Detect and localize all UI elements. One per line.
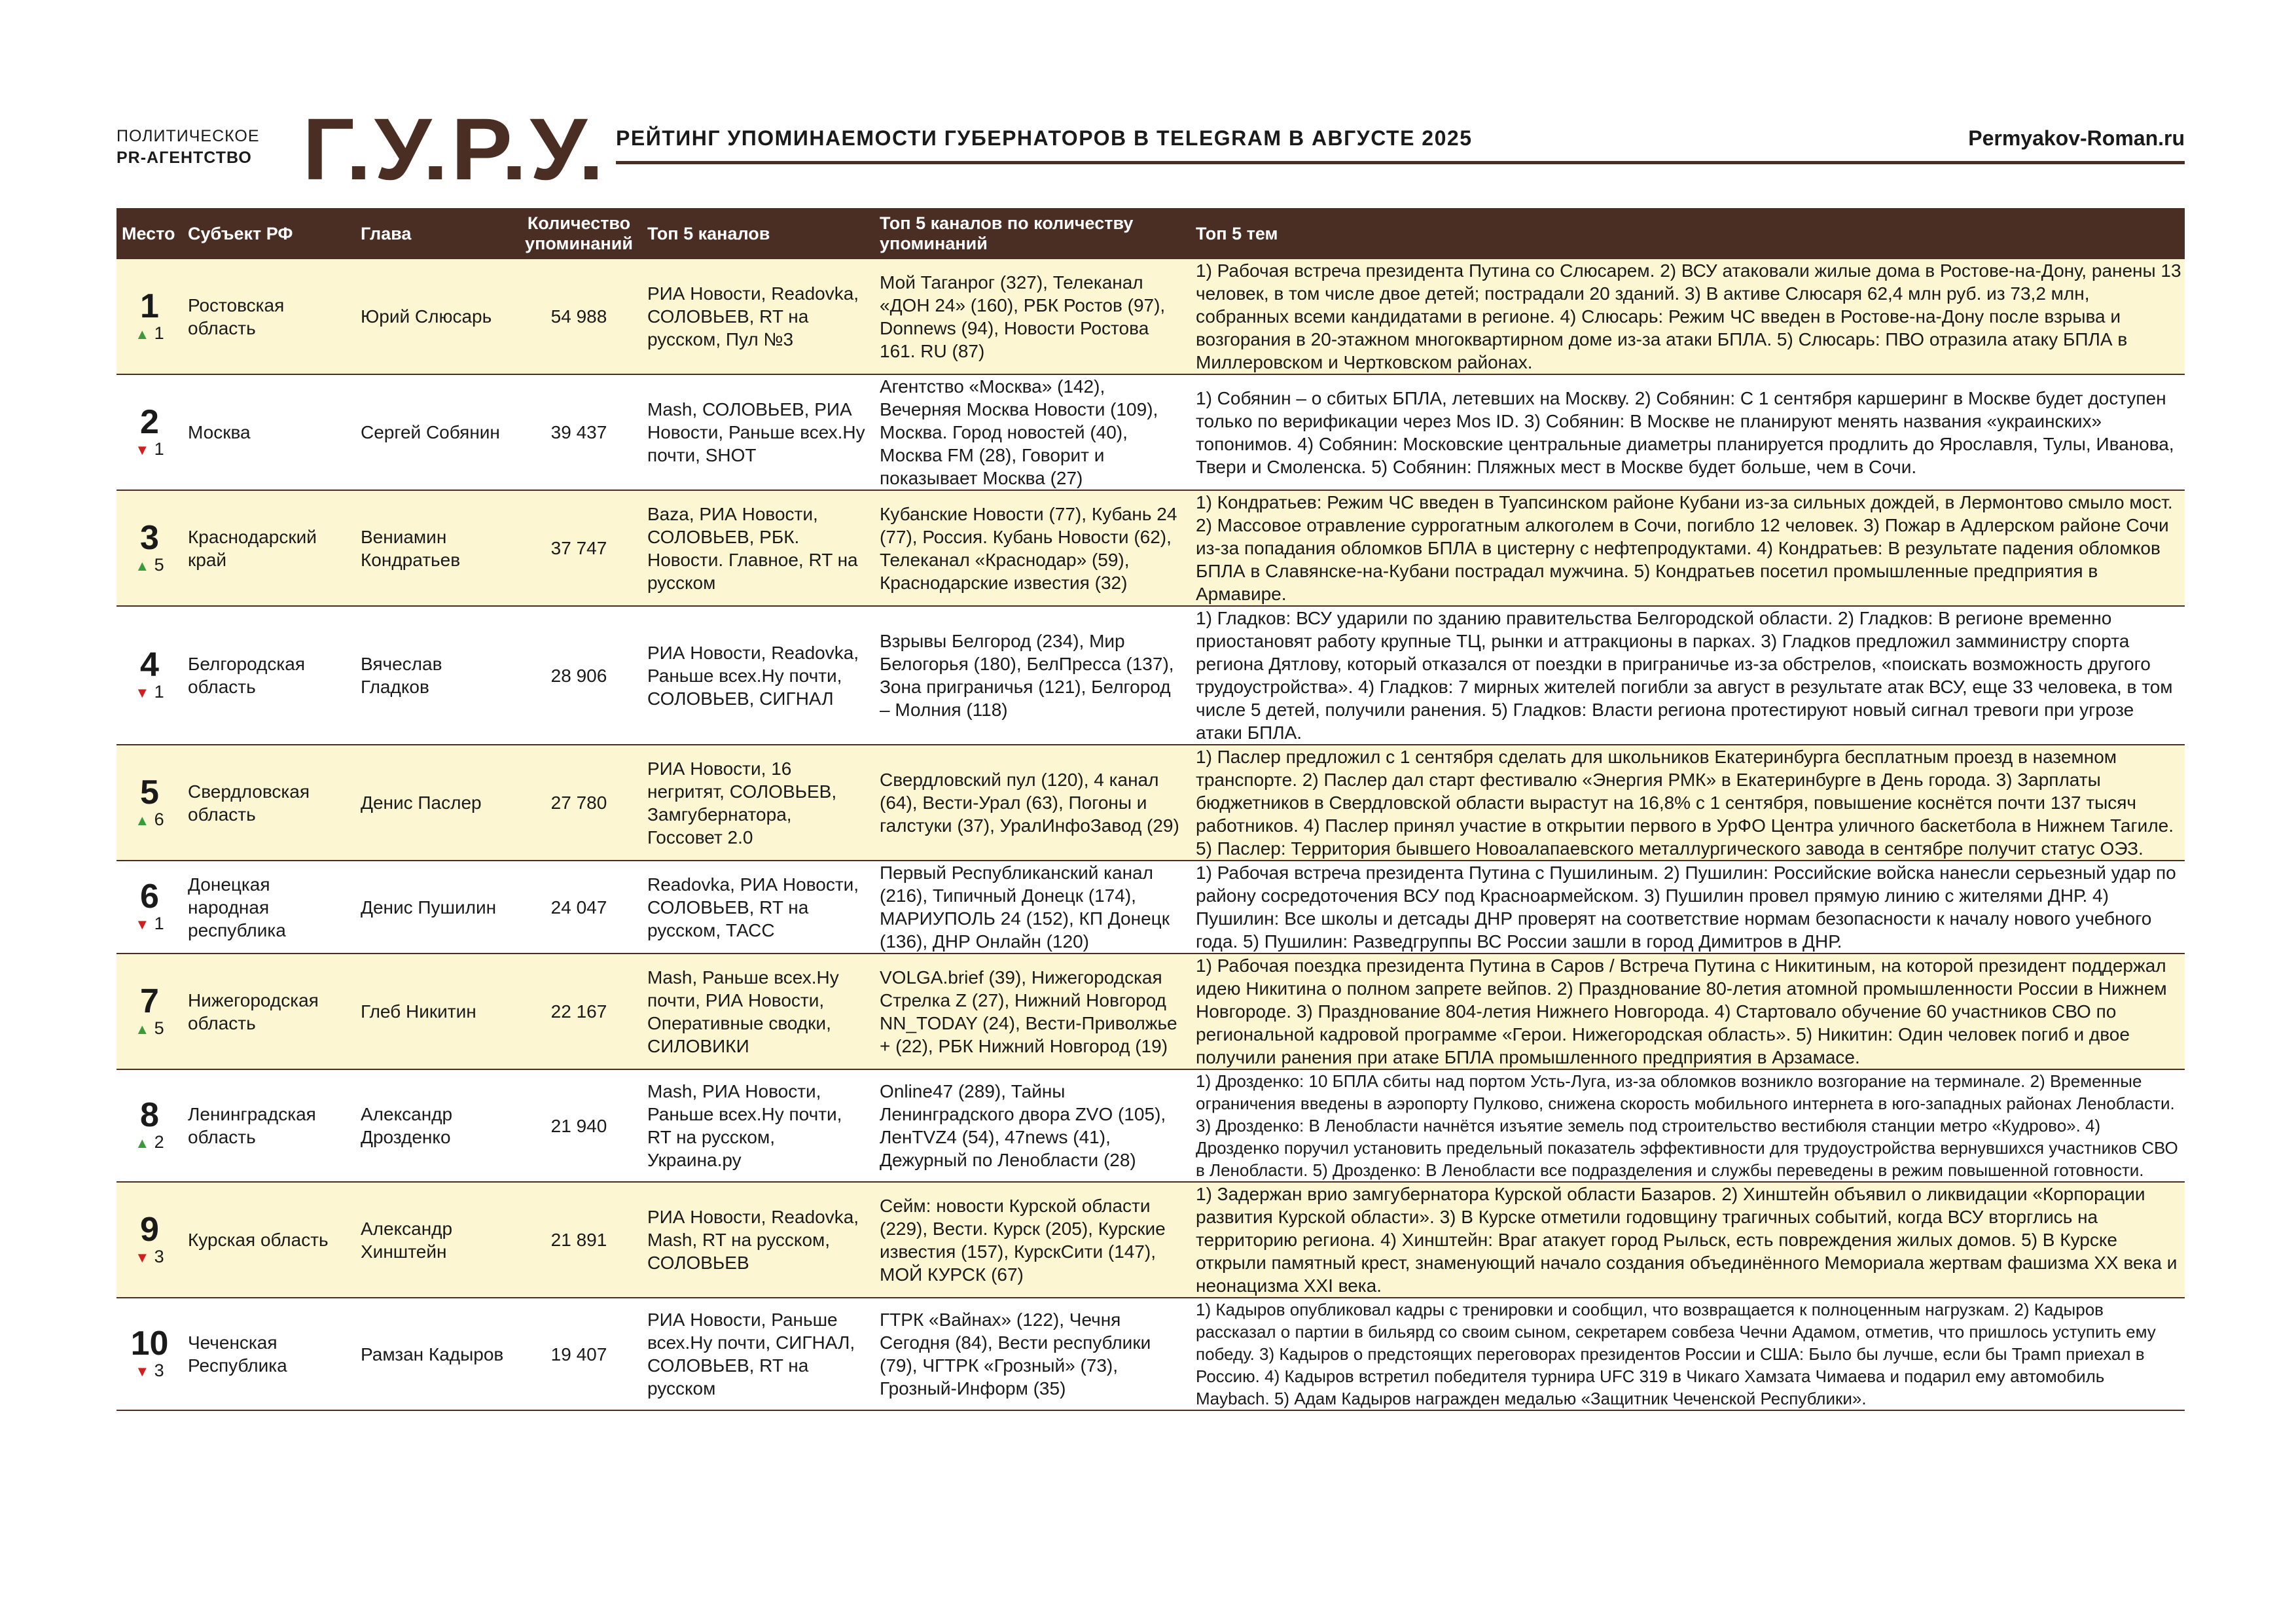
subject-cell: Донецкая народная республика — [183, 861, 355, 954]
table-row — [117, 374, 2185, 490]
count-cell: 24 047 — [516, 861, 642, 954]
table-row — [117, 1069, 2185, 1182]
place-number: 10 — [130, 1325, 169, 1363]
channels-cell: РИА Новости, Readovka, Mash, RT на русском, СОЛОВЬЕВ — [642, 1182, 874, 1298]
rank-change-value: 3 — [154, 1361, 164, 1380]
head-cell: Глеб Никитин — [355, 954, 516, 1069]
topics-cell: 1) Задержан врио замгубернатора Курской области Базаров. 2) Хинштейн объявил о ликвидации «Корпорации развития Курской области». 3) В Курске отметили годовщину трагичных событий, когда ВСУ вторглись на территорию региона. 4) Хинштейн: Враг атакует город Рыльск, есть повреждения жилых домов. 5) В Курске открыли памятный крест, знаменующий начало создания объединённого Мемориала жертвам фашизма XX века и неонацизма XXI века. — [1191, 1182, 2185, 1298]
rank-change-value: 1 — [154, 682, 164, 702]
rank-change-value: 1 — [154, 323, 164, 343]
channels-by-count-cell: Первый Республиканский канал (216), Типичный Донецк (174), МАРИУПОЛЬ 24 (152), КП Донецк (136), ДНР Онлайн (120) — [874, 861, 1191, 954]
rank-change-value: 3 — [154, 1246, 164, 1266]
subject-cell: Белгородская область — [183, 606, 355, 745]
rank-change-value: 1 — [154, 438, 164, 459]
rank-change — [122, 682, 177, 703]
table-row — [117, 490, 2185, 606]
head-cell: Юрий Слюсарь — [355, 259, 516, 374]
table-row — [117, 1298, 2185, 1410]
agency-line-1: ПОЛИТИЧЕСКОЕ — [117, 127, 260, 145]
head-cell: Денис Паслер — [355, 745, 516, 861]
place-number: 8 — [140, 1096, 159, 1134]
rank-change — [122, 555, 177, 576]
col-head: Глава — [355, 208, 516, 259]
place-cell — [117, 259, 183, 374]
place-cell — [117, 1298, 183, 1410]
channels-cell: РИА Новости, Readovka, Раньше всех.Ну почти, СОЛОВЬЕВ, СИГНАЛ — [642, 606, 874, 745]
channels-by-count-cell: Мой Таганрог (327), Телеканал «ДОН 24» (160), РБК Ростов (97), Donnews (94), Новости Ростова 161. RU (87) — [874, 259, 1191, 374]
topics-cell: 1) Собянин – о сбитых БПЛА, летевших на Москву. 2) Собянин: С 1 сентября каршеринг в Москве будет доступен только по верификации через Mos ID. 3) Собянин: В Москве не планируют менять названия «украинских» топонимов. 4) Собянин: Московские центральные диаметры планируется продлить до Ярославля, Тулы, Иванова, Твери и Смоленска. 5) Собянин: Пляжных мест в Москве будет больше, чем в Сочи. — [1191, 374, 2185, 490]
channels-by-count-cell: Кубанские Новости (77), Кубань 24 (77), Россия. Кубань Новости (62), Телеканал «Краснодар» (59), Краснодарские известия (32) — [874, 490, 1191, 606]
count-cell: 21 940 — [516, 1069, 642, 1182]
place-number: 5 — [140, 773, 159, 812]
agency-label — [117, 126, 260, 169]
head-cell: Вениамин Кондратьев — [355, 490, 516, 606]
channels-cell: РИА Новости, 16 негритят, СОЛОВЬЕВ, Замгубернатора, Госсовет 2.0 — [642, 745, 874, 861]
place-number: 9 — [140, 1210, 159, 1249]
count-cell: 22 167 — [516, 954, 642, 1069]
rank-change-arrow-icon: ▼ — [135, 685, 150, 701]
place-number: 1 — [140, 287, 159, 325]
col-count: Количество упоминаний — [516, 208, 642, 259]
subject-cell: Чеченская Республика — [183, 1298, 355, 1410]
topics-cell: 1) Кадыров опубликовал кадры с тренировки и сообщил, что возвращается к полноценным нагрузкам. 2) Кадыров рассказал о партии в бильярд со своим сыном, секретарем совбеза Чечни Адамом, отметив, что пришлось уступить ему победу. 3) Кадыров о предстоящих переговорах президентов России и США: Было бы лучше, если бы Трамп приехал в Россию. 4) Кадыров встретил победителя турнира UFC 319 в Чикаго Хамзата Чимаева и подарил ему автомобиль Maybach. 5) Адам Кадыров награжден медалью «Защитник Чеченской Республики». — [1191, 1298, 2185, 1410]
header-divider — [616, 161, 2185, 164]
channels-cell: РИА Новости, Раньше всех.Ну почти, СИГНАЛ, СОЛОВЬЕВ, RT на русском — [642, 1298, 874, 1410]
channels-cell: Readovka, РИА Новости, СОЛОВЬЕВ, RT на русском, ТАСС — [642, 861, 874, 954]
rank-change-arrow-icon: ▲ — [135, 812, 150, 829]
place-cell — [117, 1069, 183, 1182]
report-title: РЕЙТИНГ УПОМИНАЕМОСТИ ГУБЕРНАТОРОВ В TELEGRAM В АВГУСТЕ 2025 — [616, 126, 1473, 150]
channels-by-count-cell: VOLGA.brief (39), Нижегородская Стрелка Z (27), Нижний Новгород NN_TODAY (24), Вести-Приволжье + (22), РБК Нижний Новгород (19) — [874, 954, 1191, 1069]
topics-cell: 1) Рабочая встреча президента Путина с Пушилиным. 2) Пушилин: Российские войска нанесли серьезный удар по району сосредоточения ВСУ под Красноармейском. 3) Пушилин провел прямую линию с жителями ДНР. 4) Пушилин: Все школы и детсады ДНР проверят на соответствие нормам безопасности к началу нового учебного года. 5) Пушилин: Разведгруппы ВС России зашли в город Димитров в ДНР. — [1191, 861, 2185, 954]
channels-by-count-cell: Сейм: новости Курской области (229), Вести. Курск (205), Курские известия (157), КурскСити (147), МОЙ КУРСК (67) — [874, 1182, 1191, 1298]
channels-by-count-cell: ГТРК «Вайнах» (122), Чечня Сегодня (84), Вести республики (79), ЧГТРК «Грозный» (73), Грозный-Информ (35) — [874, 1298, 1191, 1410]
count-cell: 27 780 — [516, 745, 642, 861]
place-number: 2 — [140, 402, 159, 441]
place-number: 3 — [140, 518, 159, 557]
rank-change-arrow-icon: ▲ — [135, 557, 150, 574]
subject-cell: Краснодарский край — [183, 490, 355, 606]
place-cell — [117, 861, 183, 954]
rank-change-value: 5 — [154, 554, 164, 575]
topics-cell: 1) Паслер предложил с 1 сентября сделать для школьников Екатеринбурга бесплатным проезд в наземном транспорте. 2) Паслер дал старт фестивалю «Энергия РМК» в Екатеринбурге в День города. 3) Зарплаты бюджетников в Свердловской области вырастут на 16,8% с 1 сентября, повышение коснётся почти 137 тысяч работников. 4) Паслер принял участие в открытии первого в УрФО Центра уличного баскетбола в Нижнем Тагиле. 5) Паслер: Территория бывшего Новоалапаевского металлургического завода в сентябре получит статус ОЭЗ. — [1191, 745, 2185, 861]
table-row — [117, 745, 2185, 861]
place-number: 7 — [140, 982, 159, 1020]
rank-change — [122, 810, 177, 830]
rank-change-arrow-icon: ▲ — [135, 1020, 150, 1037]
rank-change-arrow-icon: ▼ — [135, 916, 150, 933]
rank-change — [122, 914, 177, 935]
table-row — [117, 1182, 2185, 1298]
place-cell — [117, 1182, 183, 1298]
place-number: 4 — [140, 646, 159, 684]
rank-change — [122, 439, 177, 460]
rank-change — [122, 1132, 177, 1153]
subject-cell: Москва — [183, 374, 355, 490]
rank-change-arrow-icon: ▼ — [135, 441, 150, 458]
count-cell: 28 906 — [516, 606, 642, 745]
head-cell: Сергей Собянин — [355, 374, 516, 490]
channels-cell: Mash, Раньше всех.Ну почти, РИА Новости, Оперативные сводки, СИЛОВИКИ — [642, 954, 874, 1069]
count-cell: 21 891 — [516, 1182, 642, 1298]
topics-cell: 1) Рабочая встреча президента Путина со Слюсарем. 2) ВСУ атаковали жилые дома в Ростове-на-Дону, ранены 13 человек, в том числе двое детей; пострадали 20 зданий. 3) В активе Слюсаря 62,4 млн руб. из 73,2 млн, собранных всеми кандидатами в регионе. 4) Слюсарь: Режим ЧС введен в Ростове-на-Дону после взрыва и возгорания в 20-этажном многоквартирном доме из-за атаки БПЛА. 5) Слюсарь: ПВО отразила атаку БПЛА в Миллеровском и Чертковском районах. — [1191, 259, 2185, 374]
topics-cell: 1) Рабочая поездка президента Путина в Саров / Встреча Путина с Никитиным, на которой президент поддержал идею Никитина о полном запрете вейпов. 2) Празднование 80-летия атомной промышленности России в Нижнем Новгороде. 3) Празднование 804-летия Нижнего Новгорода. 4) Стартовало обучение 60 участников СВО по региональной кадровой программе «Герои. Нижегородская область». 5) Никитин: Один человек погиб и двое получили ранения при атаке БПЛА промышленного предприятия в Арзамасе. — [1191, 954, 2185, 1069]
rank-change — [122, 323, 177, 344]
place-cell — [117, 745, 183, 861]
table-row — [117, 606, 2185, 745]
agency-line-2: PR-АГЕНТСТВО — [117, 149, 252, 167]
report-header — [117, 101, 2185, 198]
col-subject: Субъект РФ — [183, 208, 355, 259]
subject-cell: Ростовская область — [183, 259, 355, 374]
channels-cell: Mash, РИА Новости, Раньше всех.Ну почти, RT на русском, Украина.ру — [642, 1069, 874, 1182]
rank-change-value: 6 — [154, 809, 164, 829]
channels-by-count-cell: Online47 (289), Тайны Ленинградского двора ZVO (105), ЛенTVZ4 (54), 47news (41), Дежурный по Ленобласти (28) — [874, 1069, 1191, 1182]
rank-change — [122, 1361, 177, 1382]
table-header-row — [117, 208, 2185, 259]
channels-by-count-cell: Агентство «Москва» (142), Вечерняя Москва Новости (109), Москва. Город новостей (40), Москва FM (28), Говорит и показывает Москва (27) — [874, 374, 1191, 490]
head-cell: Александр Хинштейн — [355, 1182, 516, 1298]
rank-change-value: 1 — [154, 914, 164, 933]
subject-cell: Ленинградская область — [183, 1069, 355, 1182]
count-cell: 54 988 — [516, 259, 642, 374]
subject-cell: Нижегородская область — [183, 954, 355, 1069]
channels-by-count-cell: Взрывы Белгород (234), Мир Белогорья (180), БелПресса (137), Зона приграничья (121), Белгород – Молния (118) — [874, 606, 1191, 745]
place-cell — [117, 606, 183, 745]
topics-cell: 1) Кондратьев: Режим ЧС введен в Туапсинском районе Кубани из-за сильных дождей, в Лермонтово смыло мост. 2) Массовое отравление суррогатным алкоголем в Сочи, погибло 12 человек. 3) Пожар в Адлерском районе Сочи из-за попадания обломков БПЛА в цистерну с нефтепродуктами. 4) Кондратьев: В результате падения обломков БПЛА в Славянске-на-Кубани пострадал мужчина. 5) Кондратьев посетил промышленные предприятия в Армавире. — [1191, 490, 2185, 606]
count-cell: 19 407 — [516, 1298, 642, 1410]
rank-change-value: 5 — [154, 1018, 164, 1038]
place-number: 6 — [140, 878, 159, 916]
guru-logo: Г.У.Р.У. — [302, 101, 607, 198]
channels-cell: Baza, РИА Новости, СОЛОВЬЕВ, РБК. Новости. Главное, RT на русском — [642, 490, 874, 606]
table-row — [117, 954, 2185, 1069]
rating-table — [117, 208, 2185, 1411]
channels-cell: РИА Новости, Readovka, СОЛОВЬЕВ, RT на русском, Пул №3 — [642, 259, 874, 374]
rank-change-arrow-icon: ▲ — [135, 325, 150, 342]
topics-cell: 1) Дрозденко: 10 БПЛА сбиты над портом Усть-Луга, из-за обломков возникло возгорание на терминале. 2) Временные ограничения введены в аэропорту Пулково, снижена скорость мобильного интернета в юго-западных районах Ленобласти. 3) Дрозденко: В Ленобласти начнётся изъятие земель под строительство вестибюля станции метро «Кудрово». 4) Дрозденко поручил установить предельный показатель эффективности для трудоустройства вернувшихся участников СВО в Ленобласти. 5) Дрозденко: В Ленобласти все подразделения и службы переведены в режим повышенной готовности. — [1191, 1069, 2185, 1182]
rank-change-arrow-icon: ▼ — [135, 1363, 150, 1380]
place-cell — [117, 954, 183, 1069]
rank-change — [122, 1247, 177, 1268]
head-cell: Денис Пушилин — [355, 861, 516, 954]
channels-cell: Mash, СОЛОВЬЕВ, РИА Новости, Раньше всех.Ну почти, SHOT — [642, 374, 874, 490]
rank-change-arrow-icon: ▼ — [135, 1249, 150, 1266]
place-cell — [117, 374, 183, 490]
place-cell — [117, 490, 183, 606]
table-row — [117, 861, 2185, 954]
rank-change — [122, 1018, 177, 1039]
channels-by-count-cell: Свердловский пул (120), 4 канал (64), Вести-Урал (63), Погоны и галстуки (37), УралИнфоЗавод (29) — [874, 745, 1191, 861]
rank-change-arrow-icon: ▲ — [135, 1135, 150, 1151]
site-link[interactable]: Permyakov-Roman.ru — [1968, 126, 2185, 150]
rank-change-value: 2 — [154, 1132, 164, 1152]
table-row — [117, 259, 2185, 374]
head-cell: Рамзан Кадыров — [355, 1298, 516, 1410]
head-cell: Александр Дрозденко — [355, 1069, 516, 1182]
col-place: Место — [117, 208, 183, 259]
subject-cell: Курская область — [183, 1182, 355, 1298]
count-cell: 39 437 — [516, 374, 642, 490]
count-cell: 37 747 — [516, 490, 642, 606]
col-top-topics: Топ 5 тем — [1191, 208, 2185, 259]
head-cell: Вячеслав Гладков — [355, 606, 516, 745]
subject-cell: Свердловская область — [183, 745, 355, 861]
col-top-channels-by-count: Топ 5 каналов по количеству упоминаний — [874, 208, 1191, 259]
col-top-channels: Топ 5 каналов — [642, 208, 874, 259]
topics-cell: 1) Гладков: ВСУ ударили по зданию правительства Белгородской области. 2) Гладков: В регионе временно приостановят работу крупные ТЦ, рынки и аттракционы в парках. 3) Гладков предложил замминистру спорта региона Дятлову, который отказался от поездки в приграничье из-за обстрелов, «поискать возможность другого трудоустройства». 4) Гладков: 7 мирных жителей погибли за август в результате атак ВСУ, еще 33 человека, в том числе 5 детей, получили ранения. 5) Гладков: Власти региона протестируют новый сигнал тревоги при угрозе атаки БПЛА. — [1191, 606, 2185, 745]
